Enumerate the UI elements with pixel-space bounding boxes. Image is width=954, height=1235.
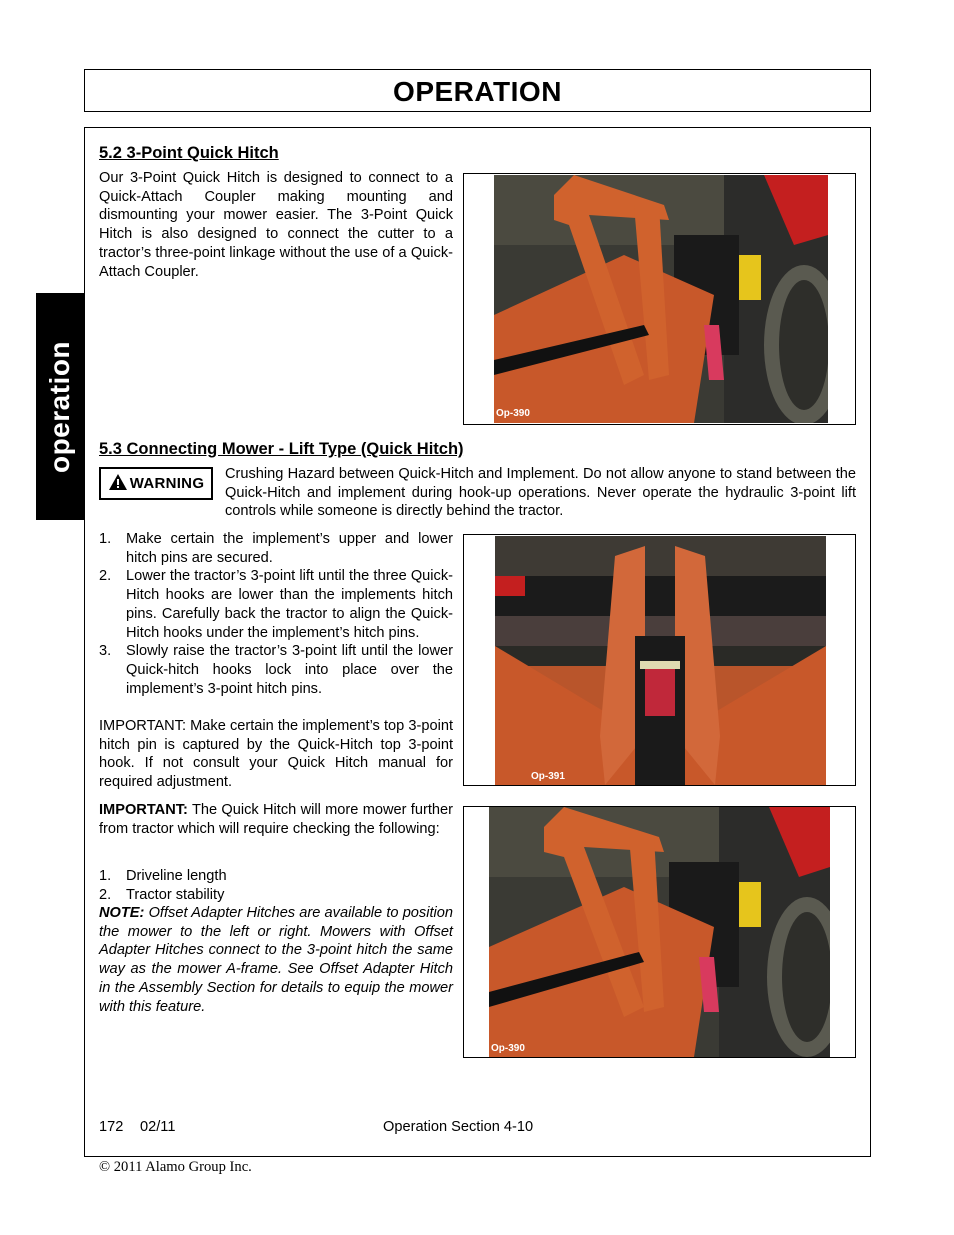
photo-quick-hitch-2 — [463, 534, 856, 786]
photo-quick-hitch-1 — [463, 173, 856, 425]
note-paragraph — [99, 904, 453, 1016]
important-note-1: IMPORTANT: Make certain the implement’s top 3-point hitch pin is captured by the Quick-Hitch top 3-point hook. If not consult your Quick Hitch manual for required adjustment. — [99, 718, 453, 791]
step-item — [99, 567, 453, 642]
check-item — [99, 886, 453, 905]
check-number: 2. — [99, 886, 112, 903]
footer-section: Operation Section 4-10 — [383, 1119, 534, 1135]
note-label: NOTE: — [99, 905, 145, 921]
important-text: The Quick Hitch will more mower further from tractor which will require checking the following: — [99, 802, 453, 837]
section-heading-5-2: 5.2 3-Point Quick Hitch — [99, 144, 279, 162]
photo-image — [494, 175, 828, 423]
photo-caption: Op-390 — [496, 408, 530, 419]
important-note-2 — [99, 801, 453, 838]
page-header — [84, 69, 871, 112]
side-section-tab — [36, 293, 84, 520]
warning-badge — [99, 467, 213, 500]
procedure-steps — [99, 530, 453, 698]
warning-text: Crushing Hazard between Quick-Hitch and Implement. Do not allow anyone to stand between the Quick-Hitch and implement during hook-up operations. Never operate the hydraulic 3-point lift controls while someone is directly behind the tractor. — [225, 466, 856, 520]
step-number: 3. — [99, 643, 112, 660]
photo-caption: Op-391 — [531, 771, 565, 782]
step-number: 1. — [99, 531, 112, 547]
side-tab-label: operation — [44, 340, 75, 473]
step-item — [99, 530, 453, 567]
check-list — [99, 867, 453, 904]
photo-caption: Op-390 — [491, 1043, 525, 1054]
photo-quick-hitch-3 — [463, 806, 856, 1058]
check-number: 1. — [99, 868, 112, 884]
copyright: © 2011 Alamo Group Inc. — [99, 1159, 252, 1175]
step-number: 2. — [99, 568, 112, 585]
check-text: Driveline length — [126, 868, 227, 884]
section-heading-5-3: 5.3 Connecting Mower - Lift Type (Quick Hitch) — [99, 440, 464, 458]
warning-label: WARNING — [129, 475, 205, 492]
step-text: Make certain the implement’s upper and lower hitch pins are secured. — [126, 531, 453, 566]
photo-image — [495, 536, 826, 785]
step-text: Slowly raise the tractor’s 3-point lift until the lower Quick-hitch hooks lock into place over the implement’s 3-point hitch pins. — [126, 643, 453, 697]
step-item — [99, 642, 453, 698]
photo-image — [489, 807, 830, 1057]
footer-page-number: 172 — [99, 1119, 124, 1135]
important-label: IMPORTANT: — [99, 802, 188, 818]
footer-date: 02/11 — [140, 1119, 176, 1135]
check-item — [99, 867, 453, 886]
section-5-2-body: Our 3-Point Quick Hitch is designed to connect to a Quick-Attach Coupler making mounting and dismounting your mower easier. The 3-Point Quick Hitch is also designed to connect the cutter to a tractor’s three-point linkage without the use of a Quick-Attach Coupler. — [99, 170, 453, 280]
note-text: Offset Adapter Hitches are available to position the mower to the left or right. Mowers with Offset Adapter Hitches connect to the 3-point hitch the same way as the mower A-frame. See Offset Adapter Hitch in the Assembly Section for details to equip the mower with this feature. — [99, 905, 453, 1015]
warning-triangle-icon — [108, 473, 128, 495]
page-title: OPERATION — [393, 76, 562, 107]
check-text: Tractor stability — [126, 886, 225, 903]
step-text: Lower the tractor’s 3-point lift until the three Quick-Hitch hooks are lower than the implements hitch pins. Carefully back the tractor to align the Quick-Hitch hooks under the implement’s hitch pins. — [126, 568, 453, 641]
